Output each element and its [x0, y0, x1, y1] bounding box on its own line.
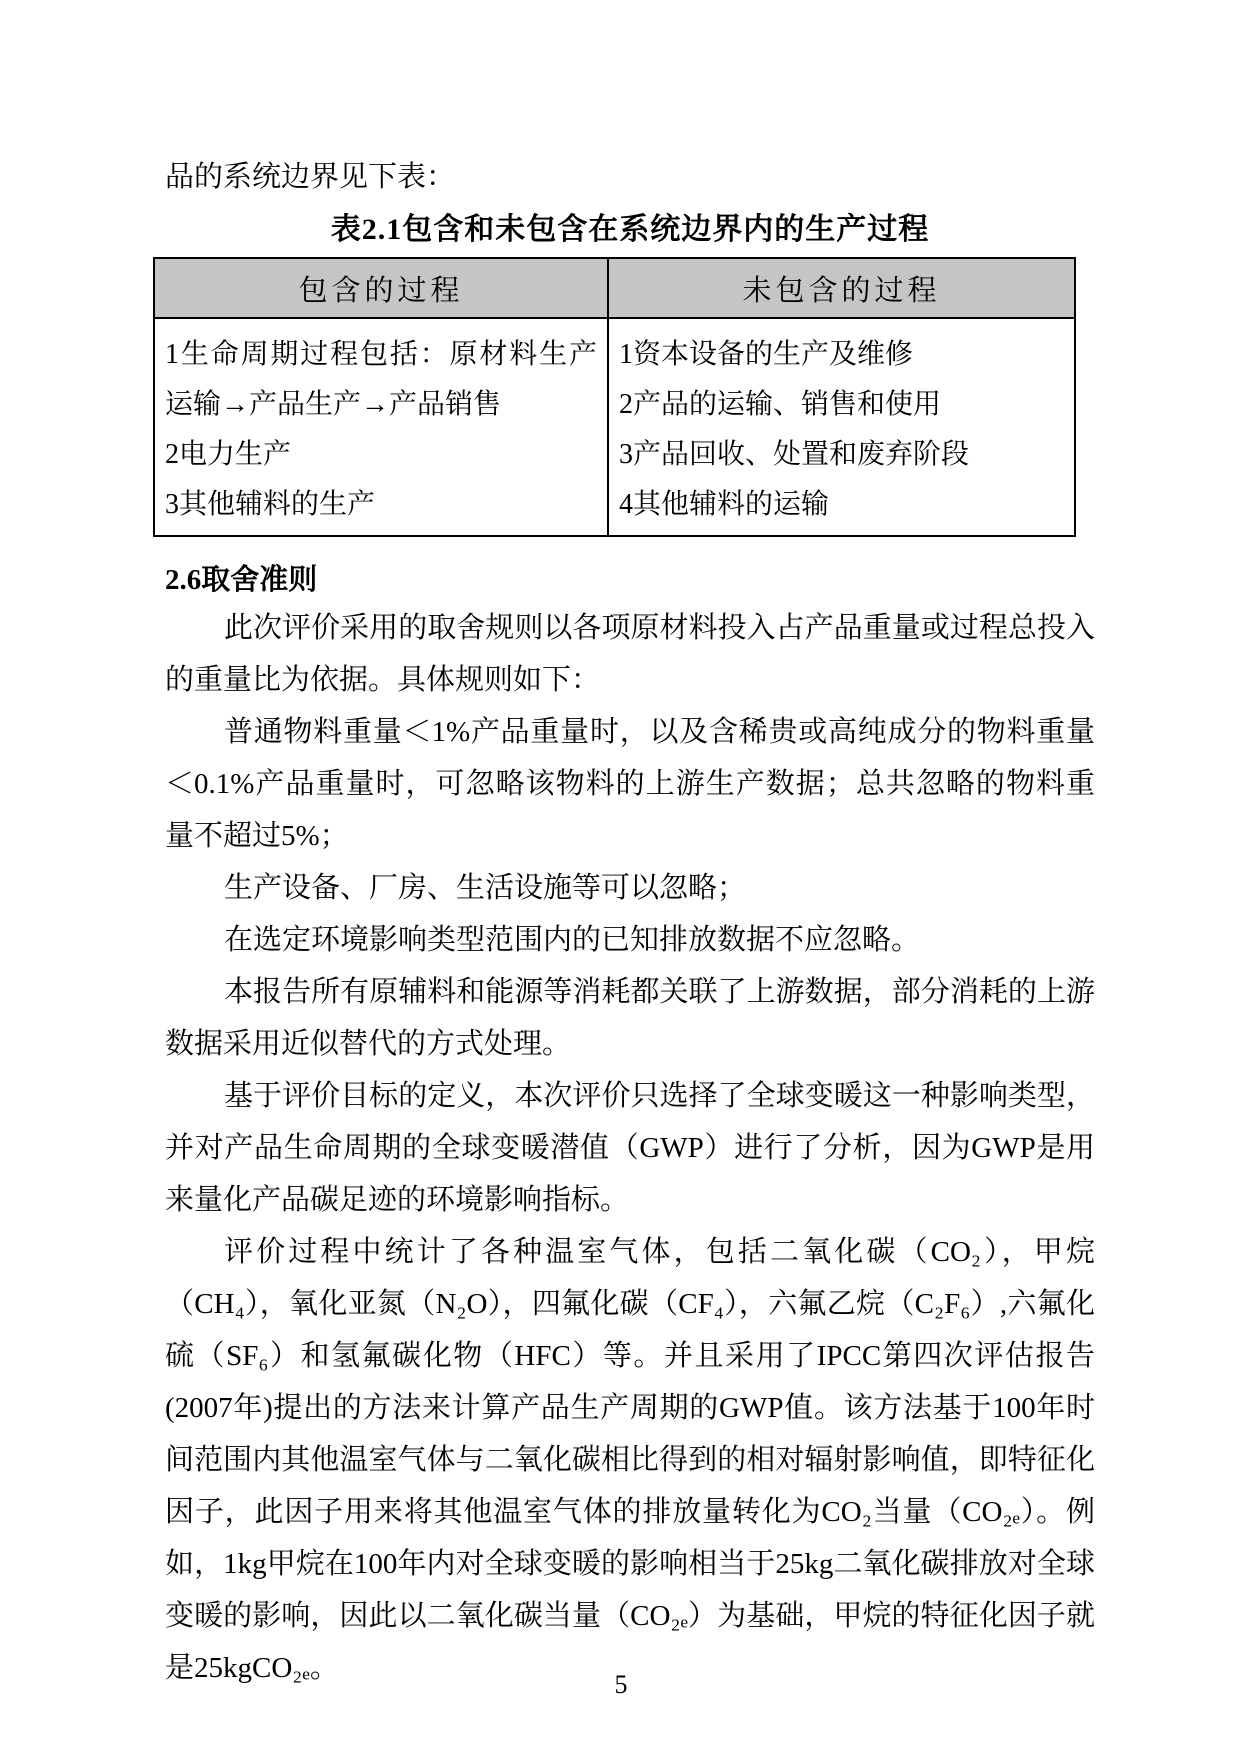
paragraph: 本报告所有原辅料和能源等消耗都关联了上游数据，部分消耗的上游数据采用近似替代的方式处理。 — [165, 976, 1095, 1060]
table-caption: 表2.1包含和未包含在系统边界内的生产过程 — [330, 213, 930, 246]
table-row: 4其他辅料的运输 — [619, 489, 830, 520]
paragraph: 评价过程中统计了各种温室气体，包括二氧化碳（CO₂），甲烷（CH₄），氧化亚氮（N₂O），四氟化碳（CF₄），六氟乙烷（C₂F₆）,六氟化硫（SF₆）和氢氟碳化物（HFC）等。并且采用了IPCC第四次评估报告(2007年)提出的方法来计算产品生产周期的GWP值。该方法基于100年时间范围内其他温室气体与二氧化碳相比得到的相对辐射影响值，即特征化因子，此因子用来将其他温室气体的排放量转化为CO₂当量（CO₂ₑ）。例如，1kg甲烷在100年内对全球变暖的影响相当于25kg二氧化碳排放对全球变暖的影响，因此以二氧化碳当量（CO₂ₑ）为基础，甲烷的特征化因子就是25kgCO₂ₑ。 — [165, 1236, 1095, 1684]
page-number: 5 — [614, 1670, 628, 1699]
section-heading: 2.6取舍准则 — [165, 564, 318, 596]
table-header-excluded: 未包含的过程 — [608, 258, 1075, 318]
table-row: 3产品回收、处置和废弃阶段 — [619, 439, 970, 470]
page-content — [165, 0, 1095, 1694]
excluded-processes-cell — [608, 318, 1075, 536]
table-row: 3其他辅料的生产 — [165, 489, 376, 520]
paragraph: 生产设备、厂房、生活设施等可以忽略； — [224, 872, 747, 904]
included-processes-cell — [154, 318, 608, 536]
intro-text: 品的系统边界见下表： — [165, 161, 456, 193]
paragraph: 在选定环境影响类型范围内的已知排放数据不应忽略。 — [224, 924, 921, 956]
table-row: 2产品的运输、销售和使用 — [619, 389, 942, 420]
paragraph: 普通物料重量＜1%产品重量时，以及含稀贵或高纯成分的物料重量＜0.1%产品重量时，可忽略该物料的上游生产数据；总共忽略的物料重量不超过5%； — [165, 716, 1095, 852]
table-header-included: 包含的过程 — [154, 258, 608, 318]
boundary-table — [153, 257, 1076, 537]
table-row: 1资本设备的生产及维修 — [619, 339, 914, 370]
paragraph: 此次评价采用的取舍规则以各项原材料投入占产品重量或过程总投入的重量比为依据。具体规则如下： — [165, 612, 1095, 696]
table-body-row — [154, 318, 1075, 536]
paragraph: 基于评价目标的定义，本次评价只选择了全球变暖这一种影响类型，并对产品生命周期的全球变暖潜值（GWP）进行了分析，因为GWP是用来量化产品碳足迹的环境影响指标。 — [165, 1080, 1095, 1216]
table-row: 1生命周期过程包括：原材料生产运输→产品生产→产品销售 — [165, 339, 597, 420]
table-header-row — [154, 258, 1075, 318]
table-row: 2电力生产 — [165, 439, 292, 470]
